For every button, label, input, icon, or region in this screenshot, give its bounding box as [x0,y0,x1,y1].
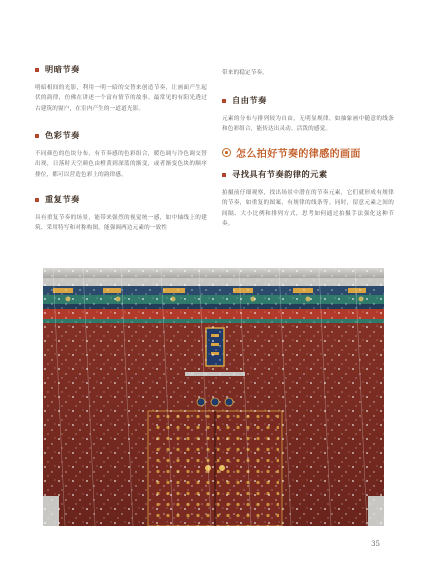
section-text: 元素的分布与排列较为自由，无明显规律，如抽象画中随意的线条和色彩组合，能传达出灵动、活泼的感觉。 [222,116,394,133]
section-title: 重复节奏 [45,194,80,204]
section-text: 拍摄前仔细观察，找出场景中潜在的节奏元素，它们就形成有规律的节奏，如重复的图案、有规律的线条等。同时，留意元素之间的间隔、大小比例和排列方式，思考如何通过拍摄手法强化这种节奏。 [222,190,394,228]
section-head-find [222,169,328,180]
bullet-icon [222,173,226,177]
target-icon [222,148,231,157]
chapter-heading [222,145,361,160]
section-title: 自由节奏 [232,95,267,105]
section-text: 不同颜色的色块分布，有节奏感的色彩组合，暖色调与冷色调交替出现，日落时天空颜色由橙黄到深蓝的渐变，或者渐变色块的顺序排位，都可以营造色彩上的韵律感。 [35,151,207,178]
chapter-title: 怎么拍好节奏的律感的画面 [236,149,361,160]
section-title: 寻找具有节奏韵律的元素 [232,169,328,179]
section-head-light-shadow [35,64,80,75]
continued-text: 带来的稳定节奏。 [222,70,268,76]
section-text: 具有重复节奏的场景，能带来强烈的视觉统一感，如中轴线上的建筑、采用特写和对称构图，能强调两边元素的一致性 [35,215,207,232]
bullet-icon [35,198,39,202]
bullet-icon [35,68,39,72]
section-title: 色彩节奏 [45,130,80,140]
bullet-icon [222,99,226,103]
snowy-palace-gate-photo [43,268,384,526]
section-title: 明暗节奏 [45,64,80,74]
section-head-free [222,95,267,106]
section-head-repeat [35,194,80,205]
section-head-color [35,130,80,141]
photo-illustration [43,268,384,526]
section-text: 明暗相间的光影，利用一明一暗的交替来创造节奏，让画面产生起伏的韵律，仿佛在讲述一个富有情节的故事。最常见的有阳光透过古建筑的窗户，在室内产生的一道道光影。 [35,85,207,112]
page-number: 35 [371,540,380,548]
bullet-icon [35,134,39,138]
